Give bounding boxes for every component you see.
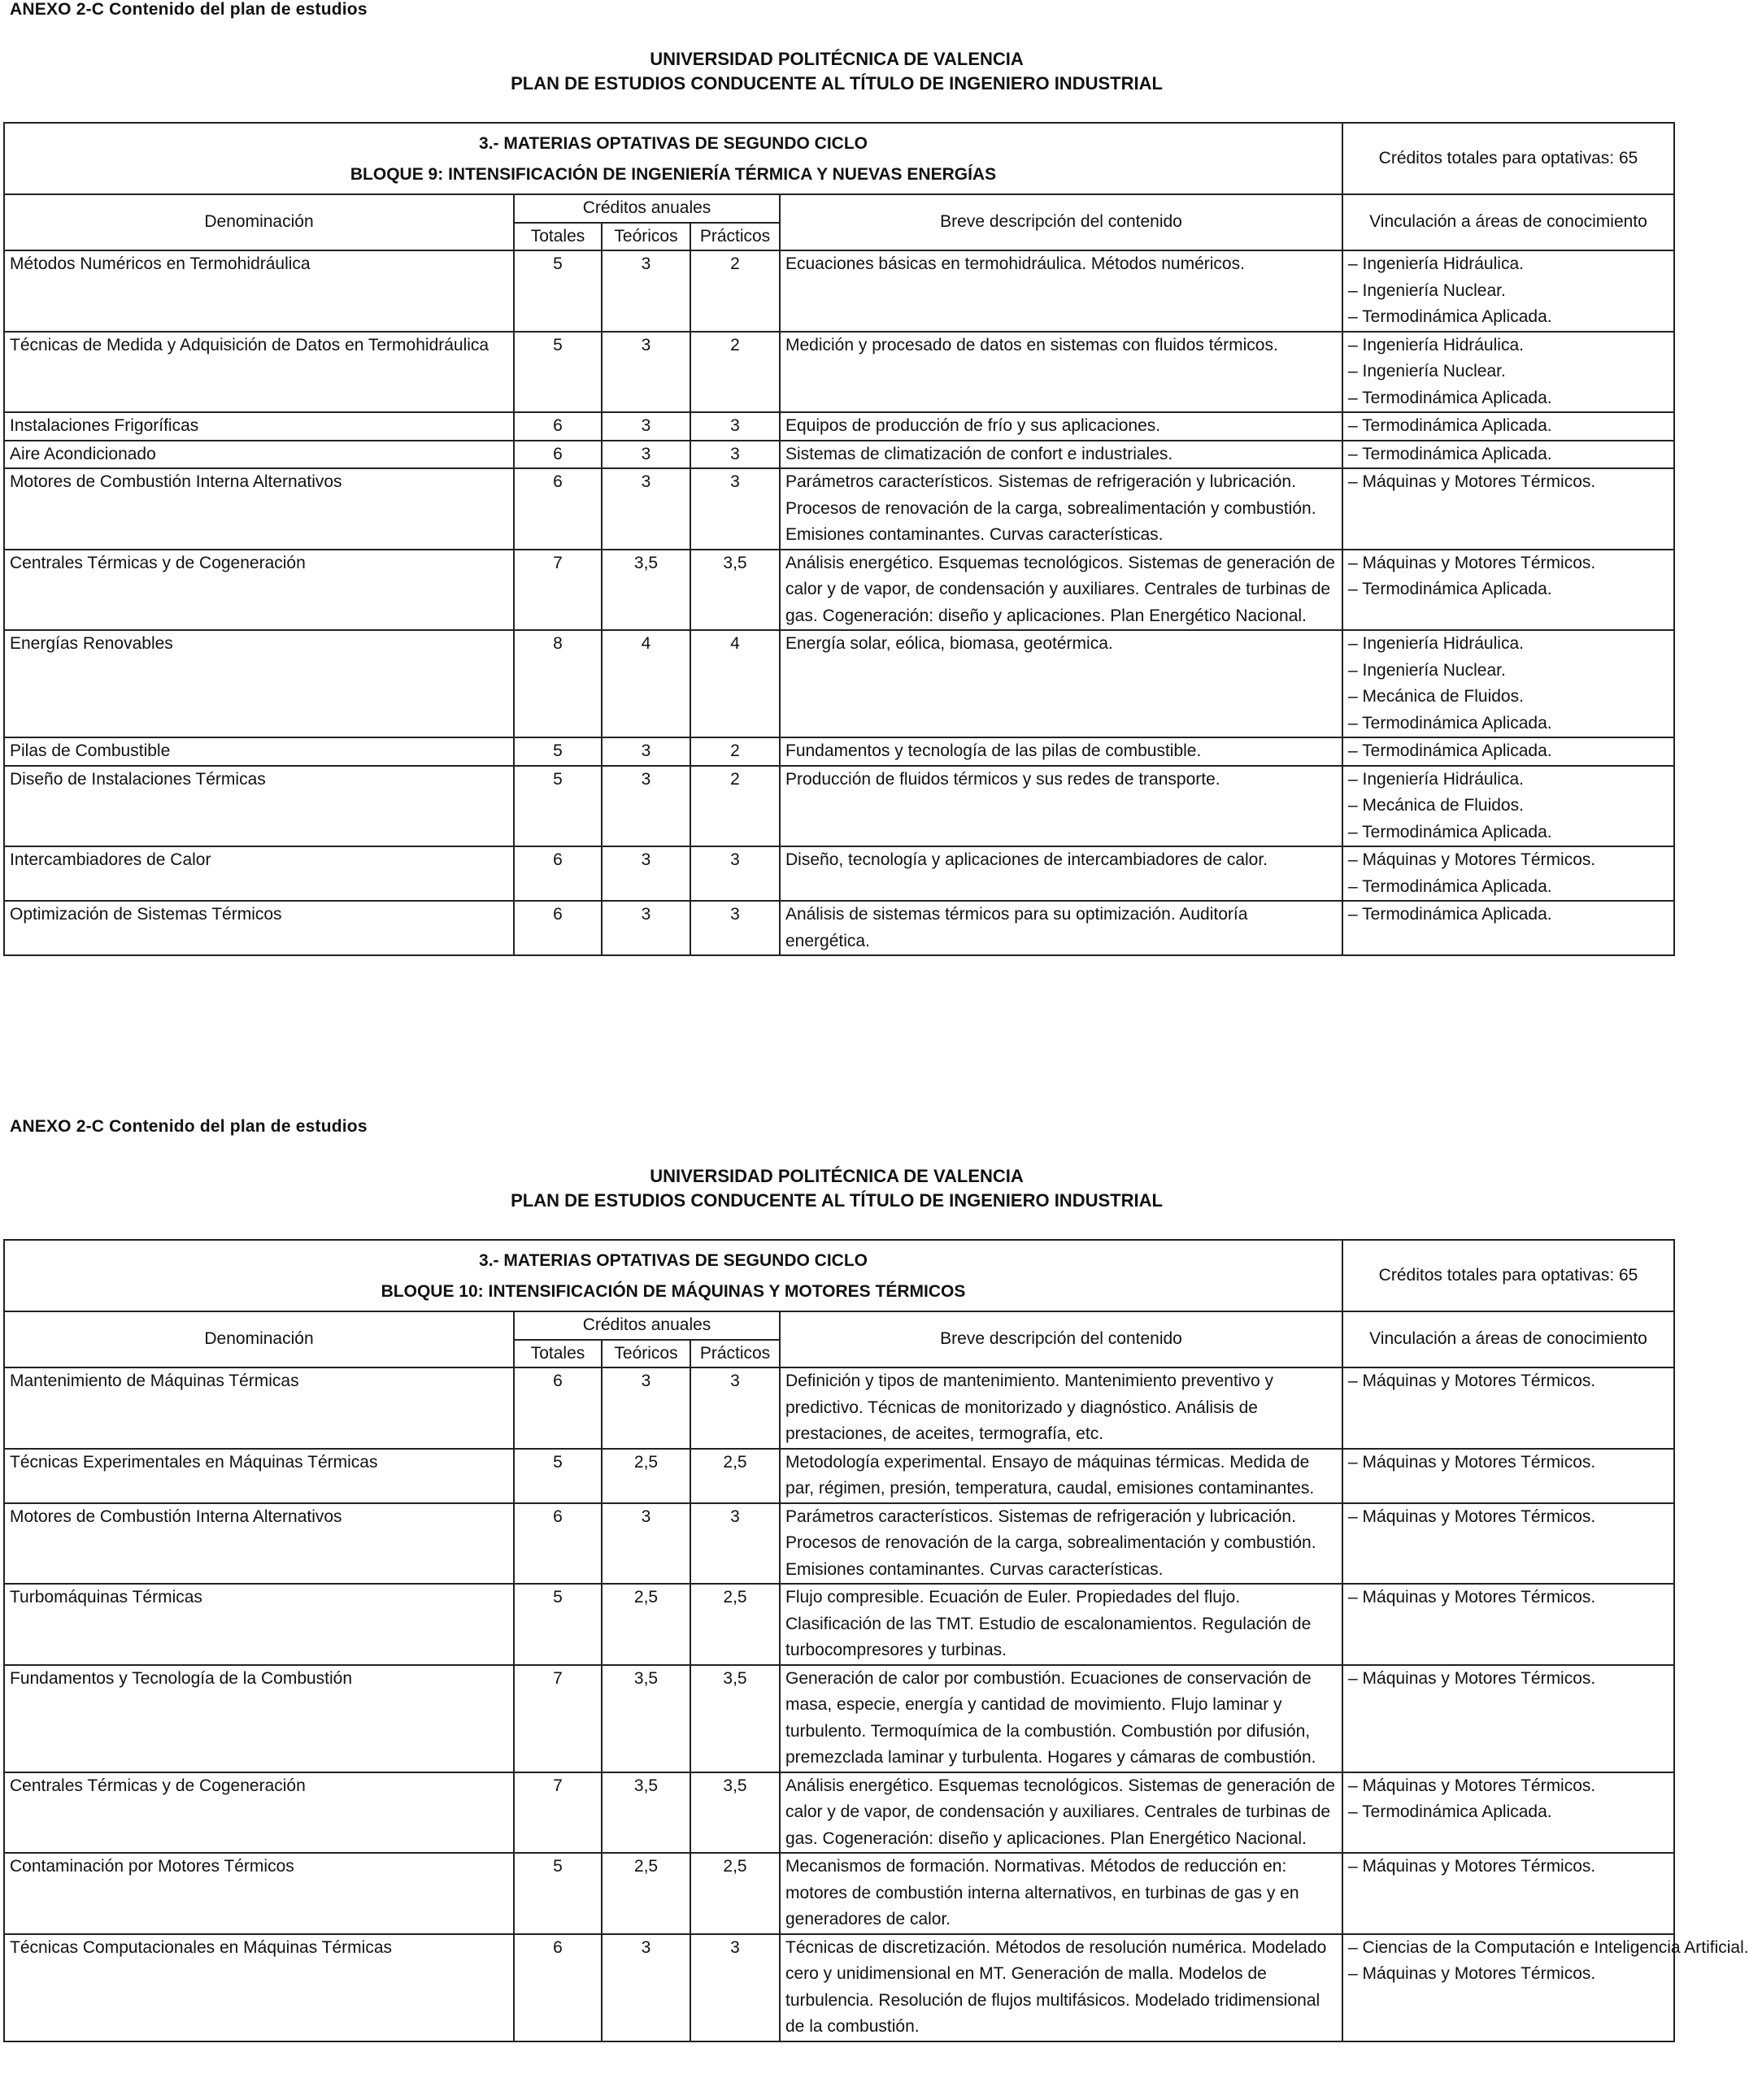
course-description: Técnicas de discretización. Métodos de resolución numérica. Modelado cero y unidimensional en MT. Generación de malla. Modelos de turbulencia. Resolución de flujos multifásicos. Modelado tridimensional de la combustión. xyxy=(780,1934,1342,2041)
knowledge-areas xyxy=(1342,468,1674,550)
credits-teoricos: 3 xyxy=(602,901,690,955)
credits-totales: 5 xyxy=(514,332,602,413)
course-description: Equipos de producción de frío y sus aplicaciones. xyxy=(780,412,1342,441)
knowledge-area-item: – Máquinas y Motores Térmicos. xyxy=(1348,1666,1669,1693)
col-header-creditos-anuales: Créditos anuales xyxy=(514,194,780,223)
col-header-descripcion: Breve descripción del contenido xyxy=(780,1311,1342,1367)
block-header xyxy=(4,1240,1342,1311)
credits-practicos: 2 xyxy=(690,737,780,766)
courses-table xyxy=(3,122,1675,956)
table-row xyxy=(4,1367,1674,1449)
credits-teoricos: 3 xyxy=(602,766,690,847)
course-name: Técnicas Computacionales en Máquinas Térmicas xyxy=(4,1934,514,2041)
credits-totales: 6 xyxy=(514,901,602,955)
credits-totales: 7 xyxy=(514,1665,602,1772)
course-name: Diseño de Instalaciones Térmicas xyxy=(4,766,514,847)
knowledge-areas xyxy=(1342,250,1674,332)
plan-title: PLAN DE ESTUDIOS CONDUCENTE AL TÍTULO DE INGENIERO INDUSTRIAL xyxy=(511,73,1163,93)
plan-title: PLAN DE ESTUDIOS CONDUCENTE AL TÍTULO DE INGENIERO INDUSTRIAL xyxy=(511,1190,1163,1211)
table-row xyxy=(4,412,1674,441)
course-description: Energía solar, eólica, biomasa, geotérmica. xyxy=(780,630,1342,737)
credits-teoricos: 2,5 xyxy=(602,1853,690,1934)
knowledge-area-item: – Termodinámica Aplicada. xyxy=(1348,738,1669,765)
credits-practicos: 4 xyxy=(690,630,780,737)
table-row xyxy=(4,332,1674,413)
course-description: Parámetros característicos. Sistemas de refrigeración y lubricación. Procesos de renovación de la carga, sobrealimentación y combustión. Emisiones contaminantes. Curvas características. xyxy=(780,1503,1342,1585)
knowledge-area-item: – Termodinámica Aplicada. xyxy=(1348,820,1669,846)
col-header-descripcion: Breve descripción del contenido xyxy=(780,194,1342,250)
credits-totales: 6 xyxy=(514,846,602,901)
courses-table xyxy=(3,1239,1749,2042)
knowledge-area-item: – Máquinas y Motores Térmicos. xyxy=(1348,1585,1669,1611)
knowledge-area-item: – Termodinámica Aplicada. xyxy=(1348,902,1669,928)
knowledge-area-item: – Mecánica de Fluidos. xyxy=(1348,684,1669,711)
table-row xyxy=(4,1934,1674,2041)
knowledge-areas xyxy=(1342,332,1674,413)
knowledge-area-item: – Termodinámica Aplicada. xyxy=(1348,1799,1669,1826)
credits-totales: 5 xyxy=(514,1853,602,1934)
university-name: UNIVERSIDAD POLITÉCNICA DE VALENCIA xyxy=(650,1166,1024,1186)
bloque-title: BLOQUE 10: INTENSIFICACIÓN DE MÁQUINAS Y MOTORES TÉRMICOS xyxy=(381,1282,966,1301)
credits-practicos: 3,5 xyxy=(690,1665,780,1772)
knowledge-areas xyxy=(1342,630,1674,737)
credits-practicos: 3,5 xyxy=(690,1772,780,1854)
course-name: Métodos Numéricos en Termohidráulica xyxy=(4,250,514,332)
table-row xyxy=(4,468,1674,550)
knowledge-area-item: – Máquinas y Motores Térmicos. xyxy=(1348,1854,1669,1880)
course-name: Contaminación por Motores Térmicos xyxy=(4,1853,514,1934)
course-description: Mecanismos de formación. Normativas. Métodos de reducción en: motores de combustión interna alternativos, en turbinas de gas y en generadores de calor. xyxy=(780,1853,1342,1934)
block-header xyxy=(4,123,1342,194)
credits-practicos: 2,5 xyxy=(690,1853,780,1934)
credits-totales: 6 xyxy=(514,1367,602,1449)
credits-teoricos: 3 xyxy=(602,412,690,441)
credits-totales: 6 xyxy=(514,1934,602,2041)
knowledge-area-item: – Termodinámica Aplicada. xyxy=(1348,441,1669,468)
credits-practicos: 3 xyxy=(690,901,780,955)
knowledge-area-item: – Ingeniería Hidráulica. xyxy=(1348,631,1669,658)
knowledge-areas xyxy=(1342,846,1674,901)
knowledge-area-item: – Máquinas y Motores Térmicos. xyxy=(1348,550,1669,577)
knowledge-area-item: – Máquinas y Motores Térmicos. xyxy=(1348,1450,1669,1476)
credits-totales: 7 xyxy=(514,1772,602,1854)
materias-title: 3.- MATERIAS OPTATIVAS DE SEGUNDO CICLO xyxy=(479,134,868,153)
credits-practicos: 2,5 xyxy=(690,1449,780,1503)
knowledge-areas xyxy=(1342,1503,1674,1585)
credits-practicos: 3,5 xyxy=(690,550,780,631)
credits-teoricos: 3 xyxy=(602,1934,690,2041)
credits-teoricos: 2,5 xyxy=(602,1584,690,1665)
col-header-denominacion: Denominación xyxy=(4,194,514,250)
credits-totales: 5 xyxy=(514,766,602,847)
credits-practicos: 2,5 xyxy=(690,1584,780,1665)
credits-teoricos: 3 xyxy=(602,250,690,332)
course-name: Motores de Combustión Interna Alternativos xyxy=(4,468,514,550)
credits-teoricos: 3 xyxy=(602,441,690,469)
course-name: Fundamentos y Tecnología de la Combustión xyxy=(4,1665,514,1772)
course-name: Turbomáquinas Térmicas xyxy=(4,1584,514,1665)
knowledge-area-item: – Ingeniería Nuclear. xyxy=(1348,359,1669,385)
knowledge-area-item: – Ciencias de la Computación e Inteligencia Artificial. xyxy=(1348,1935,1669,1962)
knowledge-area-item: – Termodinámica Aplicada. xyxy=(1348,385,1669,412)
table-row xyxy=(4,1503,1674,1585)
credits-totales: 5 xyxy=(514,737,602,766)
col-header-vinculacion: Vinculación a áreas de conocimiento xyxy=(1342,1311,1674,1367)
credits-totales: 6 xyxy=(514,441,602,469)
col-header-practicos: Prácticos xyxy=(690,223,780,251)
course-description: Metodología experimental. Ensayo de máquinas térmicas. Medida de par, régimen, presión, temperatura, caudal, emisiones contaminantes. xyxy=(780,1449,1342,1503)
knowledge-area-item: – Mecánica de Fluidos. xyxy=(1348,793,1669,820)
knowledge-areas xyxy=(1342,412,1674,441)
table-row xyxy=(4,766,1674,847)
knowledge-areas xyxy=(1342,550,1674,631)
knowledge-area-item: – Máquinas y Motores Térmicos. xyxy=(1348,1961,1669,1988)
course-name: Mantenimiento de Máquinas Térmicas xyxy=(4,1367,514,1449)
course-description: Análisis de sistemas térmicos para su optimización. Auditoría energética. xyxy=(780,901,1342,955)
course-name: Intercambiadores de Calor xyxy=(4,846,514,901)
course-name: Técnicas Experimentales en Máquinas Térmicas xyxy=(4,1449,514,1503)
credits-teoricos: 3 xyxy=(602,332,690,413)
knowledge-area-item: – Ingeniería Hidráulica. xyxy=(1348,333,1669,359)
credits-totales: 6 xyxy=(514,412,602,441)
course-name: Instalaciones Frigoríficas xyxy=(4,412,514,441)
knowledge-area-item: – Ingeniería Hidráulica. xyxy=(1348,767,1669,793)
knowledge-area-item: – Ingeniería Nuclear. xyxy=(1348,658,1669,685)
course-description: Análisis energético. Esquemas tecnológicos. Sistemas de generación de calor y de vapor, de condensación y auxiliares. Centrales de turbinas de gas. Cogeneración: diseño y aplicaciones. Plan Energético Nacional. xyxy=(780,1772,1342,1854)
table-row xyxy=(4,250,1674,332)
total-credits: Créditos totales para optativas: 65 xyxy=(1342,1240,1674,1311)
course-description: Diseño, tecnología y aplicaciones de intercambiadores de calor. xyxy=(780,846,1342,901)
credits-teoricos: 3,5 xyxy=(602,1665,690,1772)
course-description: Parámetros característicos. Sistemas de refrigeración y lubricación. Procesos de renovación de la carga, sobrealimentación y combustión. Emisiones contaminantes. Curvas características. xyxy=(780,468,1342,550)
credits-practicos: 3 xyxy=(690,468,780,550)
annex-title: ANEXO 2-C Contenido del plan de estudios xyxy=(10,0,368,19)
table-row xyxy=(4,441,1674,469)
knowledge-areas xyxy=(1342,1772,1674,1854)
col-header-totales: Totales xyxy=(514,1340,602,1368)
knowledge-area-item: – Ingeniería Hidráulica. xyxy=(1348,251,1669,278)
table-row xyxy=(4,901,1674,955)
knowledge-area-item: – Máquinas y Motores Térmicos. xyxy=(1348,1504,1669,1531)
course-name: Centrales Térmicas y de Cogeneración xyxy=(4,1772,514,1854)
course-description: Ecuaciones básicas en termohidráulica. Métodos numéricos. xyxy=(780,250,1342,332)
col-header-teoricos: Teóricos xyxy=(602,223,690,251)
course-name: Pilas de Combustible xyxy=(4,737,514,766)
knowledge-area-item: – Máquinas y Motores Térmicos. xyxy=(1348,469,1669,496)
knowledge-area-item: – Termodinámica Aplicada. xyxy=(1348,874,1669,901)
knowledge-area-item: – Máquinas y Motores Térmicos. xyxy=(1348,1368,1669,1395)
knowledge-area-item: – Máquinas y Motores Térmicos. xyxy=(1348,1773,1669,1800)
credits-practicos: 2 xyxy=(690,250,780,332)
total-credits: Créditos totales para optativas: 65 xyxy=(1342,123,1674,194)
course-description: Medición y procesado de datos en sistemas con fluidos térmicos. xyxy=(780,332,1342,413)
university-name: UNIVERSIDAD POLITÉCNICA DE VALENCIA xyxy=(650,49,1024,69)
knowledge-area-item: – Máquinas y Motores Térmicos. xyxy=(1348,847,1669,874)
course-description: Análisis energético. Esquemas tecnológicos. Sistemas de generación de calor y de vapor, de condensación y auxiliares. Centrales de turbinas de gas. Cogeneración: diseño y aplicaciones. Plan Energético Nacional. xyxy=(780,550,1342,631)
credits-practicos: 3 xyxy=(690,846,780,901)
credits-practicos: 3 xyxy=(690,1934,780,2041)
col-header-denominacion: Denominación xyxy=(4,1311,514,1367)
credits-teoricos: 3 xyxy=(602,737,690,766)
bloque-title: BLOQUE 9: INTENSIFICACIÓN DE INGENIERÍA TÉRMICA Y NUEVAS ENERGÍAS xyxy=(350,165,997,184)
credits-practicos: 3 xyxy=(690,412,780,441)
knowledge-area-item: – Termodinámica Aplicada. xyxy=(1348,413,1669,440)
knowledge-areas xyxy=(1342,901,1674,955)
credits-teoricos: 3 xyxy=(602,1367,690,1449)
knowledge-areas xyxy=(1342,1584,1674,1665)
table-row xyxy=(4,1449,1674,1503)
col-header-totales: Totales xyxy=(514,223,602,251)
col-header-vinculacion: Vinculación a áreas de conocimiento xyxy=(1342,194,1674,250)
course-description: Generación de calor por combustión. Ecuaciones de conservación de masa, especie, energía y cantidad de movimiento. Flujo laminar y turbulento. Termoquímica de la combustión. Combustión por difusión, premezclada laminar y turbulenta. Hogares y cámaras de combustión. xyxy=(780,1665,1342,1772)
credits-totales: 8 xyxy=(514,630,602,737)
knowledge-area-item: – Termodinámica Aplicada. xyxy=(1348,711,1669,737)
credits-teoricos: 3,5 xyxy=(602,1772,690,1854)
course-description: Sistemas de climatización de confort e industriales. xyxy=(780,441,1342,469)
table-row xyxy=(4,1853,1674,1934)
table-row xyxy=(4,737,1674,766)
course-description: Fundamentos y tecnología de las pilas de combustible. xyxy=(780,737,1342,766)
credits-practicos: 3 xyxy=(690,1503,780,1585)
credits-teoricos: 3,5 xyxy=(602,550,690,631)
credits-teoricos: 3 xyxy=(602,846,690,901)
col-header-teoricos: Teóricos xyxy=(602,1340,690,1368)
col-header-creditos-anuales: Créditos anuales xyxy=(514,1311,780,1340)
table-row xyxy=(4,1665,1674,1772)
course-description: Producción de fluidos térmicos y sus redes de transporte. xyxy=(780,766,1342,847)
credits-practicos: 2 xyxy=(690,766,780,847)
knowledge-area-item: – Termodinámica Aplicada. xyxy=(1348,576,1669,603)
knowledge-areas xyxy=(1342,1367,1674,1449)
credits-totales: 7 xyxy=(514,550,602,631)
table-body xyxy=(4,1367,1749,2041)
knowledge-areas xyxy=(1342,1665,1674,1772)
course-name: Motores de Combustión Interna Alternativos xyxy=(4,1503,514,1585)
knowledge-areas xyxy=(1342,441,1674,469)
col-header-practicos: Prácticos xyxy=(690,1340,780,1368)
credits-totales: 6 xyxy=(514,1503,602,1585)
materias-title: 3.- MATERIAS OPTATIVAS DE SEGUNDO CICLO xyxy=(479,1251,868,1270)
table-row xyxy=(4,630,1674,737)
knowledge-areas xyxy=(1342,1934,1749,2041)
course-name: Técnicas de Medida y Adquisición de Datos en Termohidráulica xyxy=(4,332,514,413)
credits-practicos: 3 xyxy=(690,441,780,469)
credits-totales: 6 xyxy=(514,468,602,550)
table-row xyxy=(4,550,1674,631)
credits-totales: 5 xyxy=(514,1449,602,1503)
table-row xyxy=(4,1584,1674,1665)
table-row xyxy=(4,846,1674,901)
course-name: Optimización de Sistemas Térmicos xyxy=(4,901,514,955)
credits-teoricos: 3 xyxy=(602,1503,690,1585)
course-name: Energías Renovables xyxy=(4,630,514,737)
knowledge-areas xyxy=(1342,766,1674,847)
credits-practicos: 2 xyxy=(690,332,780,413)
table-row xyxy=(4,1772,1674,1854)
credits-practicos: 3 xyxy=(690,1367,780,1449)
table-body xyxy=(4,250,1674,955)
knowledge-areas xyxy=(1342,1449,1674,1503)
knowledge-area-item: – Termodinámica Aplicada. xyxy=(1348,304,1669,331)
course-description: Flujo compresible. Ecuación de Euler. Propiedades del flujo. Clasificación de las TMT. Estudio de escalonamientos. Regulación de turbocompresores y turbinas. xyxy=(780,1584,1342,1665)
course-name: Aire Acondicionado xyxy=(4,441,514,469)
knowledge-areas xyxy=(1342,1853,1674,1934)
credits-teoricos: 3 xyxy=(602,468,690,550)
annex-title: ANEXO 2-C Contenido del plan de estudios xyxy=(10,1117,368,1136)
course-name: Centrales Térmicas y de Cogeneración xyxy=(4,550,514,631)
credits-teoricos: 2,5 xyxy=(602,1449,690,1503)
course-description: Definición y tipos de mantenimiento. Mantenimiento preventivo y predictivo. Técnicas de monitorizado y diagnóstico. Análisis de prestaciones, de aceites, termografía, etc. xyxy=(780,1367,1342,1449)
credits-totales: 5 xyxy=(514,1584,602,1665)
credits-totales: 5 xyxy=(514,250,602,332)
credits-teoricos: 4 xyxy=(602,630,690,737)
knowledge-areas xyxy=(1342,737,1674,766)
knowledge-area-item: – Ingeniería Nuclear. xyxy=(1348,278,1669,305)
